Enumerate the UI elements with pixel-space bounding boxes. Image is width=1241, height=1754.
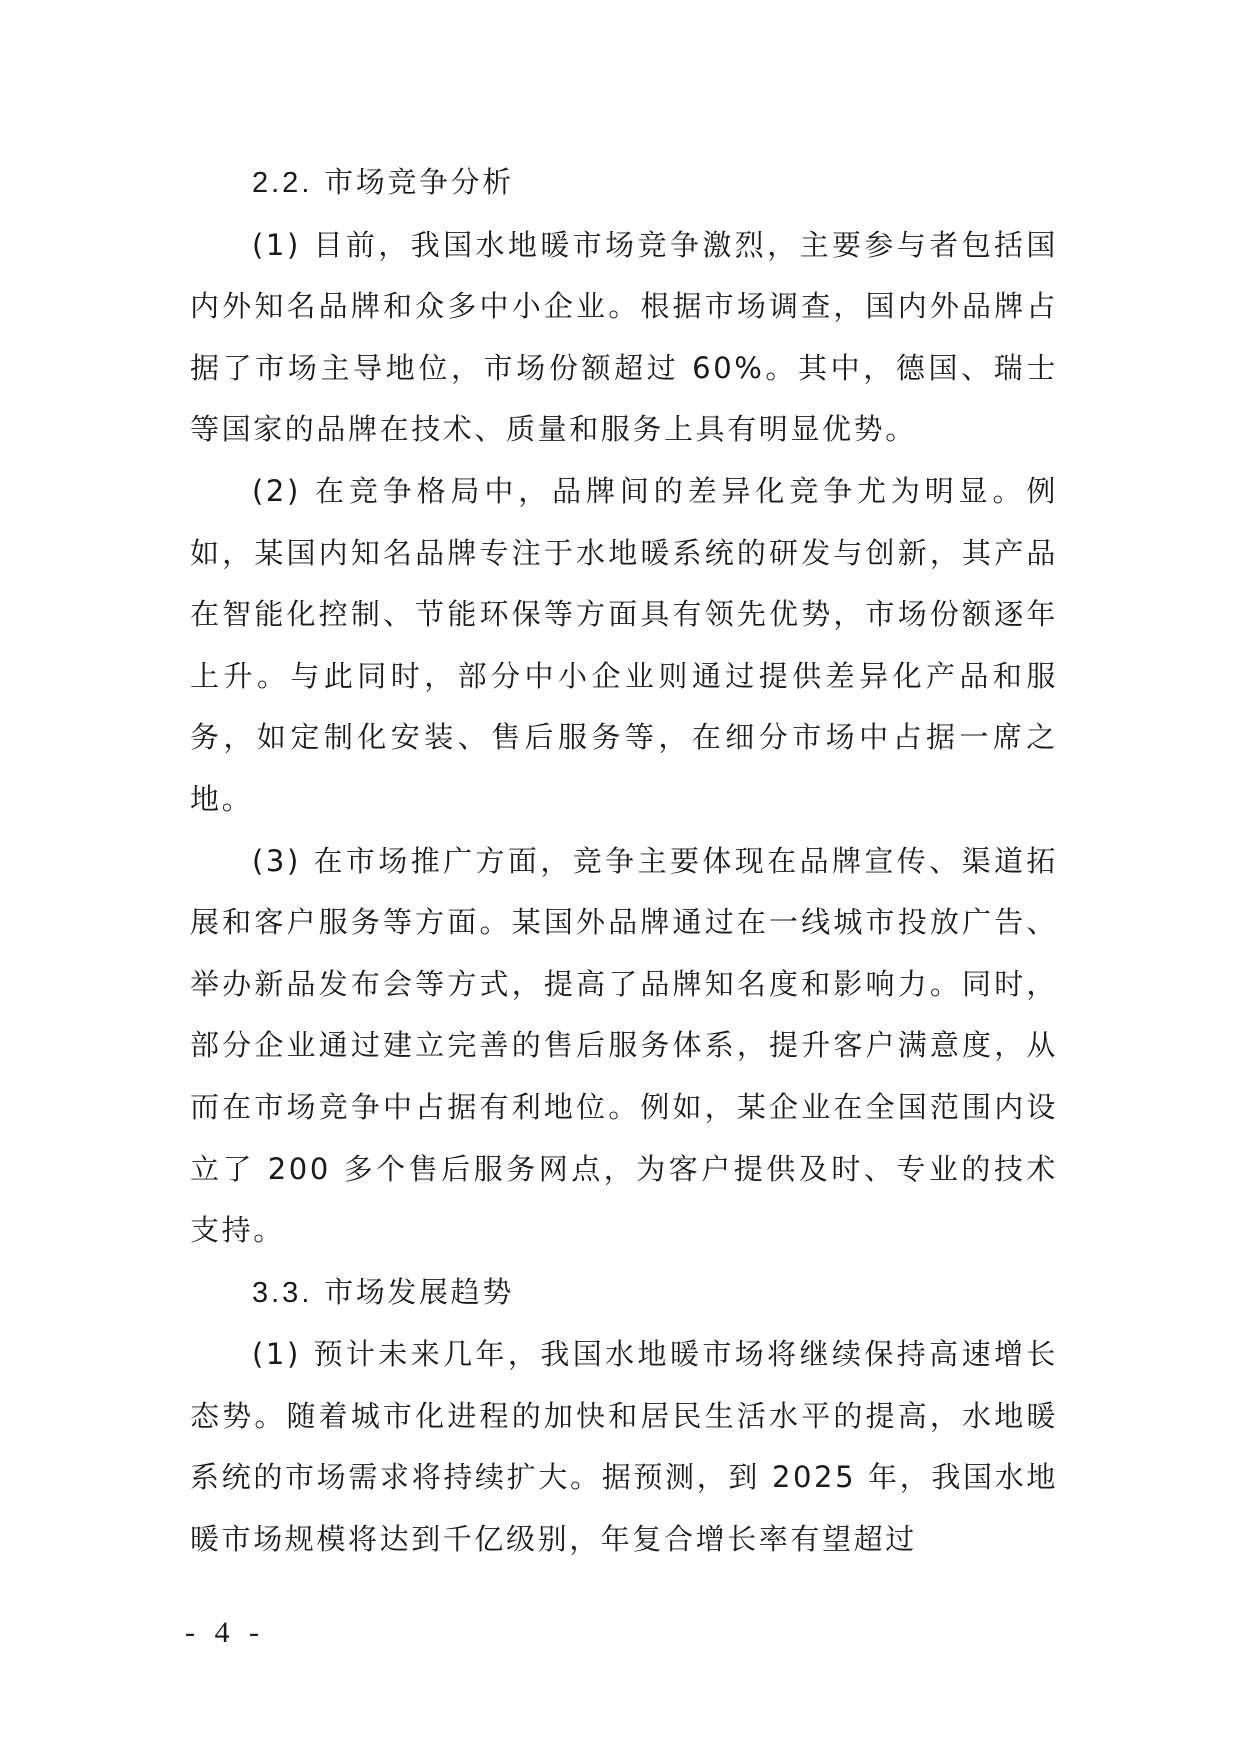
paragraph: (3) 在市场推广方面，竞争主要体现在品牌宣传、渠道拓展和客户服务等方面。某国外品牌通过在一线城市投放广告、举办新品发布会等方式，提高了品牌知名度和影响力。同时，部分企业通过建立完善的售后服务体系，提升客户满意度，从而在市场竞争中占据有利地位。例如，某企业在全国范围内设立了 200 多个售后服务网点，为客户提供及时、专业的技术支持。 bbox=[190, 843, 1058, 1248]
paragraph: (1) 目前，我国水地暖市场竞争激烈，主要参与者包括国内外知名品牌和众多中小企业。根据市场调查，国内外品牌占据了市场主导地位，市场份额超过 60%。其中，德国、瑞士等国家的品牌在技术、质量和服务上具有明显优势。 bbox=[190, 227, 1058, 447]
paragraph: (1) 预计未来几年，我国水地暖市场将继续保持高速增长态势。随着城市化进程的加快和居民生活水平的提高，水地暖系统的市场需求将持续扩大。据预测，到 2025 年，我国水地暖市场规模将达到千亿级别，年复合增长率有望超过 bbox=[190, 1337, 1058, 1557]
section-heading-3-3 bbox=[190, 1262, 1058, 1325]
section-number: 2.2. bbox=[252, 167, 313, 199]
section-title: 市场发展趋势 bbox=[324, 1274, 514, 1309]
document-body bbox=[190, 152, 1058, 1571]
section-number: 3.3. bbox=[252, 1276, 313, 1309]
page-number: - 4 - bbox=[185, 1616, 265, 1649]
section-heading-2-2 bbox=[190, 152, 1058, 215]
paragraph: (2) 在竞争格局中，品牌间的差异化竞争尤为明显。例如，某国内知名品牌专注于水地暖系统的研发与创新，其产品在智能化控制、节能环保等方面具有领先优势，市场份额逐年上升。与此同时，部分中小企业则通过提供差异化产品和服务，如定制化安装、售后服务等，在细分市场中占据一席之地。 bbox=[190, 473, 1058, 816]
section-title: 市场竞争分析 bbox=[324, 165, 514, 199]
